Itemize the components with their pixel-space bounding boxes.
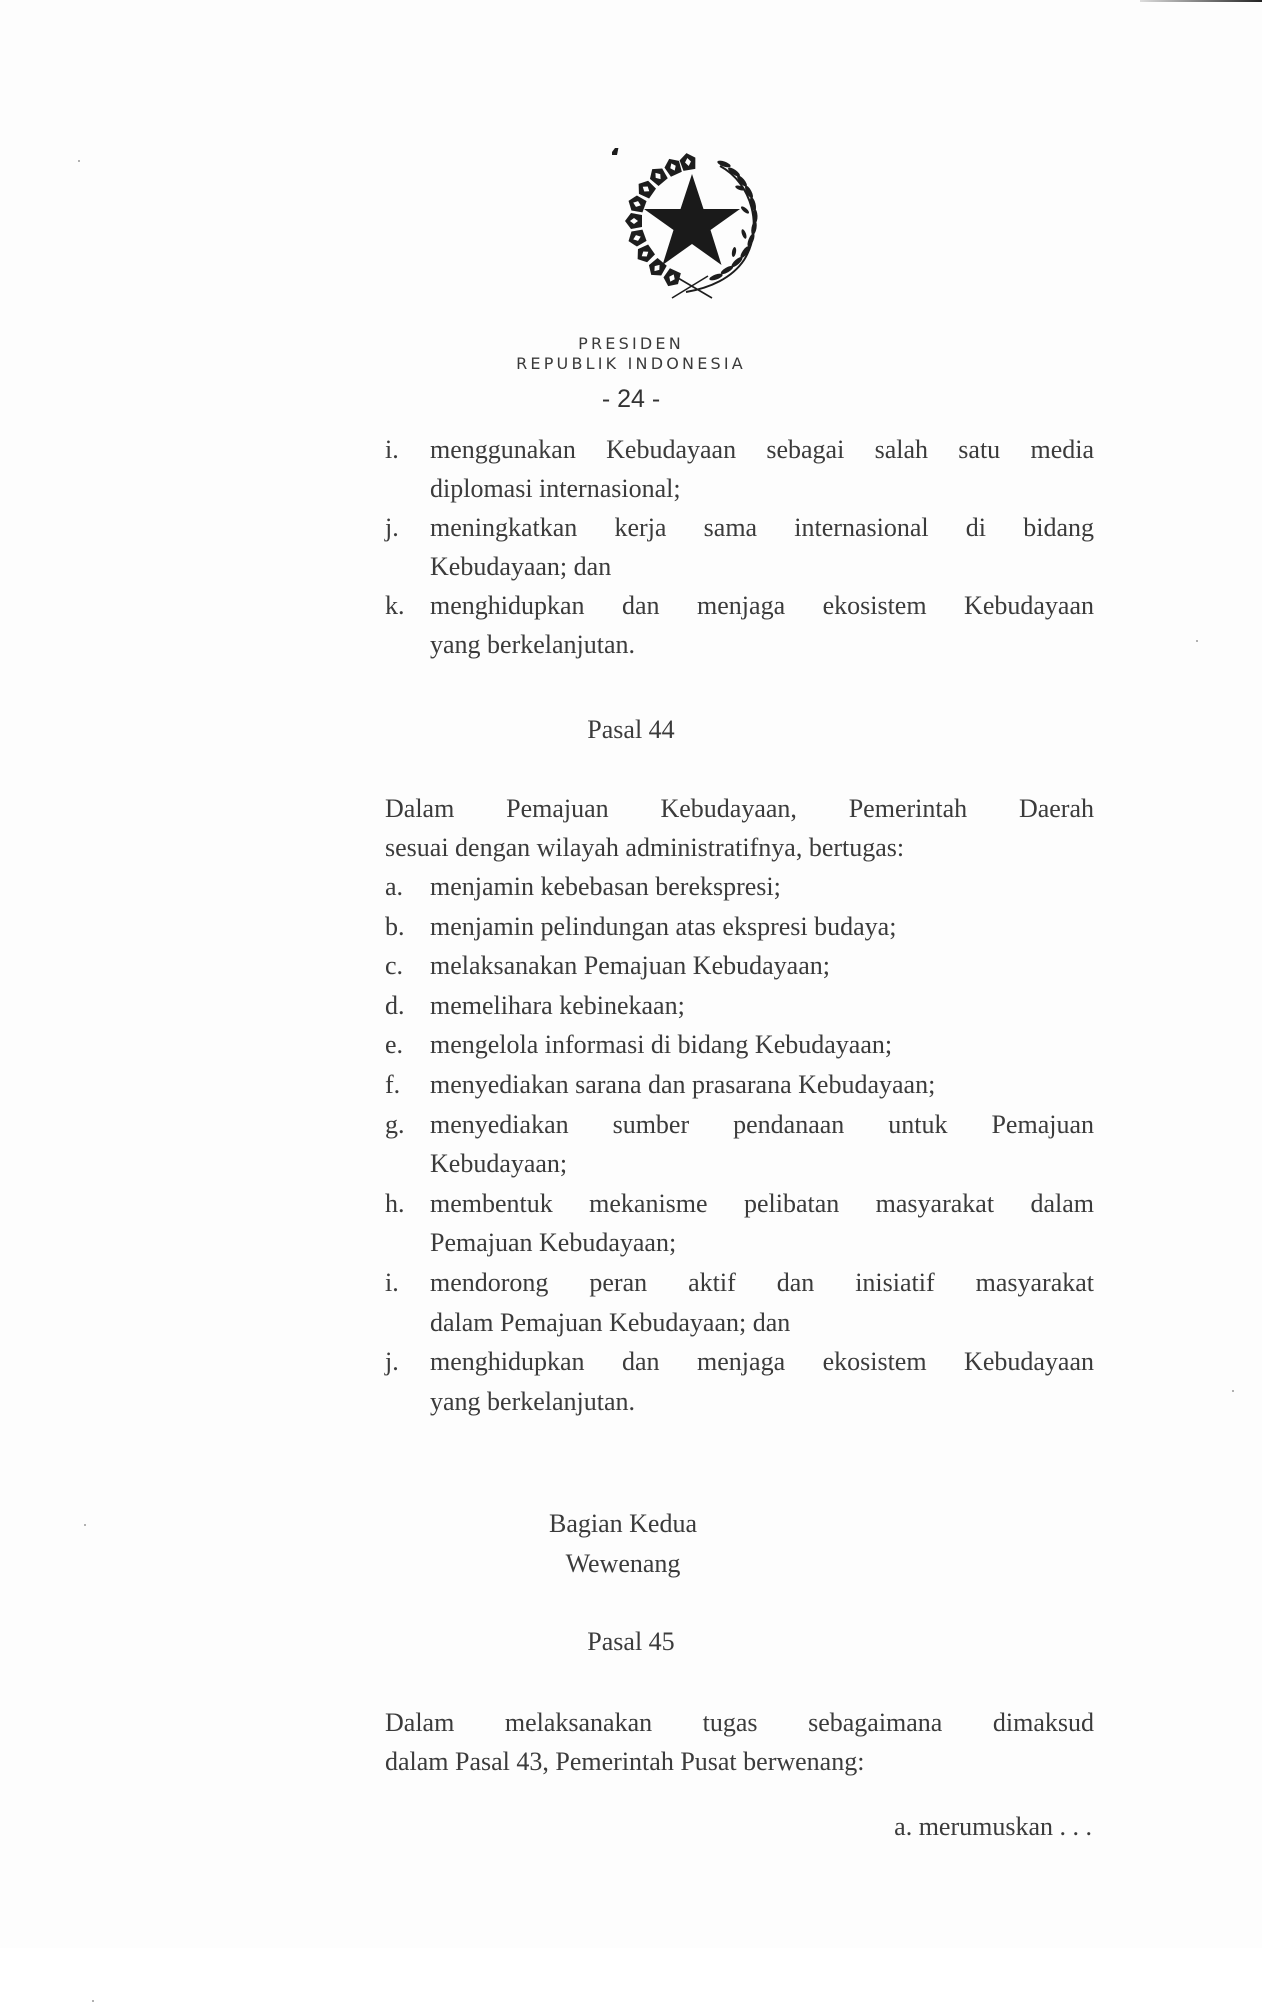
list-label: b. — [385, 911, 405, 941]
paragraph-line: Dalam melaksanakan tugas sebagaimana dimaksud — [385, 1708, 1094, 1737]
list-item-line: menggunakan Kebudayaan sebagai salah satu media — [430, 435, 1094, 464]
list-label: j. — [385, 1347, 399, 1377]
header-republic: REPUBLIK INDONESIA — [516, 354, 746, 373]
scan-speck — [1232, 1390, 1234, 1392]
list-item-line: dalam Pemajuan Kebudayaan; dan — [430, 1307, 791, 1337]
list-item-line: Pemajuan Kebudayaan; — [430, 1228, 677, 1258]
scan-edge — [1140, 0, 1262, 2]
list-item-line: memelihara kebinekaan; — [430, 990, 685, 1020]
list-item-line: melaksanakan Pemajuan Kebudayaan; — [430, 951, 830, 981]
list-item-line: mengelola informasi di bidang Kebudayaan; — [430, 1030, 893, 1060]
list-item-line: menyediakan sumber pendanaan untuk Pemajuan — [430, 1109, 1094, 1139]
star-icon — [644, 174, 740, 265]
list-item-line: menyediakan sarana dan prasarana Kebudayaan; — [430, 1070, 936, 1099]
list-item-line: menjamin pelindungan atas ekspresi budaya; — [430, 911, 897, 941]
paragraph-line: Dalam Pemajuan Kebudayaan, Pemerintah Daerah — [385, 794, 1094, 823]
paragraph-line: dalam Pasal 43, Pemerintah Pusat berwenang: — [385, 1747, 865, 1776]
list-item-line: menghidupkan dan menjaga ekosistem Kebudayaan — [430, 1347, 1094, 1377]
list-item-line: yang berkelanjutan. — [430, 630, 636, 659]
list-item-line: menghidupkan dan menjaga ekosistem Kebudayaan — [430, 591, 1094, 620]
list-item-line: mendorong peran aktif dan inisiatif masyarakat — [430, 1268, 1094, 1297]
list-label: f. — [385, 1070, 401, 1099]
header-president: PRESIDEN — [578, 334, 684, 353]
scan-speck — [84, 1524, 86, 1526]
paragraph-line: sesuai dengan wilayah administratifnya, bertugas: — [385, 833, 905, 862]
scan-speck — [78, 160, 80, 162]
list-item-line: yang berkelanjutan. — [430, 1386, 636, 1416]
list-label: h. — [385, 1188, 405, 1218]
list-item-line: menjamin kebebasan berekspresi; — [430, 872, 781, 901]
list-label: i. — [385, 1268, 399, 1297]
list-label: k. — [385, 591, 405, 620]
list-label: i. — [385, 435, 399, 464]
list-label: c. — [385, 951, 404, 981]
article-heading-45: Pasal 45 — [587, 1627, 675, 1656]
presidential-seal-star-icon — [612, 148, 772, 300]
scan-speck — [1196, 640, 1198, 642]
article-heading-44: Pasal 44 — [587, 715, 675, 744]
list-item-line: membentuk mekanisme pelibatan masyarakat dalam — [430, 1188, 1094, 1218]
list-item-line: Kebudayaan; — [430, 1149, 568, 1179]
list-label: j. — [385, 513, 399, 542]
page-continuation: a. merumuskan . . . — [894, 1812, 1092, 1841]
list-label: e. — [385, 1030, 404, 1060]
section-subtitle: Wewenang — [565, 1549, 681, 1578]
section-title: Bagian Kedua — [548, 1509, 697, 1538]
page-number: - 24 - — [601, 385, 661, 413]
list-label: g. — [385, 1109, 405, 1139]
list-item-line: Kebudayaan; dan — [430, 552, 612, 581]
list-label: a. — [385, 872, 404, 901]
list-label: d. — [385, 990, 405, 1020]
list-item-line: meningkatkan kerja sama internasional di bidang — [430, 513, 1094, 542]
list-item-line: diplomasi internasional; — [430, 474, 681, 503]
cotton-flowers-icon — [612, 148, 619, 155]
